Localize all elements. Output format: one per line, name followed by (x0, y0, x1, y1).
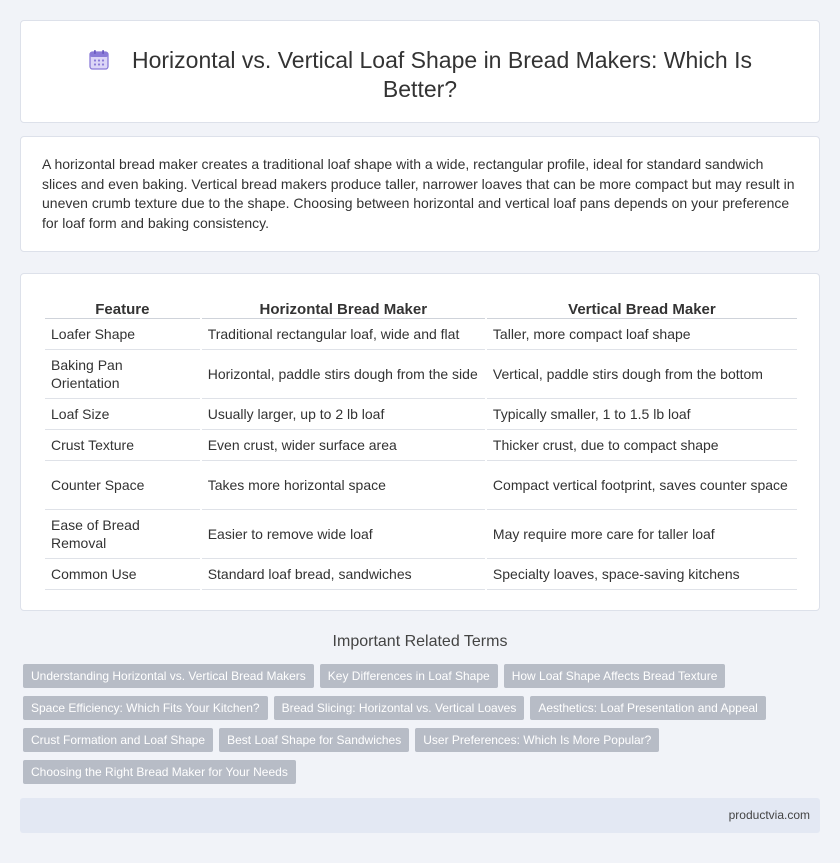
table-cell: Horizontal, paddle stirs dough from the side (202, 350, 485, 399)
table-row (45, 559, 797, 590)
page-title (81, 46, 759, 104)
page-title-text: Horizontal vs. Vertical Loaf Shape in Bread Makers: Which Is Better? (131, 47, 752, 102)
table-cell: Typically smaller, 1 to 1.5 lb loaf (487, 399, 797, 430)
related-tag[interactable]: Choosing the Right Bread Maker for Your Needs (23, 760, 296, 784)
table-cell: Ease of Bread Removal (45, 510, 200, 559)
table-cell: Specialty loaves, space-saving kitchens (487, 559, 797, 590)
header-card (20, 20, 820, 123)
related-tag[interactable]: User Preferences: Which Is More Popular? (415, 728, 659, 752)
header-vertical: Vertical Bread Maker (487, 296, 797, 319)
intro-paragraph: A horizontal bread maker creates a traditional loaf shape with a wide, rectangular profile, ideal for standard sandwich slices and even baking. Vertical bread makers produce taller, narrower loaves that can be more compact but may result in uneven crumb texture due to the shape. Choosing between horizontal and vertical loaf pans depends on your preference for loaf form and baking consistency. (42, 156, 795, 231)
table-cell: Counter Space (45, 461, 200, 510)
table-cell: Traditional rectangular loaf, wide and flat (202, 319, 485, 350)
related-tag[interactable]: Space Efficiency: Which Fits Your Kitchen? (23, 696, 268, 720)
table-cell: Thicker crust, due to compact shape (487, 430, 797, 461)
table-cell: Loaf Size (45, 399, 200, 430)
tag-row (23, 728, 823, 752)
calendar-icon (88, 49, 110, 71)
related-tag[interactable]: Aesthetics: Loaf Presentation and Appeal (530, 696, 766, 720)
tag-row (23, 760, 823, 784)
table-row (45, 430, 797, 461)
table-cell: Compact vertical footprint, saves counter space (487, 461, 797, 510)
related-tag[interactable]: Bread Slicing: Horizontal vs. Vertical Loaves (274, 696, 525, 720)
footer-bar (20, 798, 820, 833)
header-feature: Feature (45, 296, 200, 319)
table-cell: Taller, more compact loaf shape (487, 319, 797, 350)
related-tag[interactable]: Key Differences in Loaf Shape (320, 664, 498, 688)
table-row (45, 350, 797, 399)
comparison-table (43, 296, 799, 590)
table-row (45, 319, 797, 350)
intro-card (20, 136, 820, 252)
tag-row (23, 664, 823, 688)
table-cell: Usually larger, up to 2 lb loaf (202, 399, 485, 430)
table-cell: Vertical, paddle stirs dough from the bottom (487, 350, 797, 399)
header-horizontal: Horizontal Bread Maker (202, 296, 485, 319)
related-terms-title: Important Related Terms (332, 633, 508, 650)
related-tag[interactable]: Crust Formation and Loaf Shape (23, 728, 213, 752)
footer-brand[interactable]: productvia.com (728, 808, 810, 822)
table-header-row (45, 296, 797, 319)
table-cell: Common Use (45, 559, 200, 590)
tag-row (23, 696, 823, 720)
table-row (45, 461, 797, 510)
table-cell: Even crust, wider surface area (202, 430, 485, 461)
related-tag[interactable]: Understanding Horizontal vs. Vertical Bread Makers (23, 664, 314, 688)
table-cell: Takes more horizontal space (202, 461, 485, 510)
table-cell: Easier to remove wide loaf (202, 510, 485, 559)
table-row (45, 399, 797, 430)
related-tag[interactable]: Best Loaf Shape for Sandwiches (219, 728, 409, 752)
comparison-card (20, 273, 820, 611)
related-tag[interactable]: How Loaf Shape Affects Bread Texture (504, 664, 726, 688)
table-cell: Baking Pan Orientation (45, 350, 200, 399)
related-terms-tags (23, 664, 823, 792)
table-cell: Crust Texture (45, 430, 200, 461)
table-cell: May require more care for taller loaf (487, 510, 797, 559)
table-cell: Loafer Shape (45, 319, 200, 350)
table-cell: Standard loaf bread, sandwiches (202, 559, 485, 590)
table-row (45, 510, 797, 559)
